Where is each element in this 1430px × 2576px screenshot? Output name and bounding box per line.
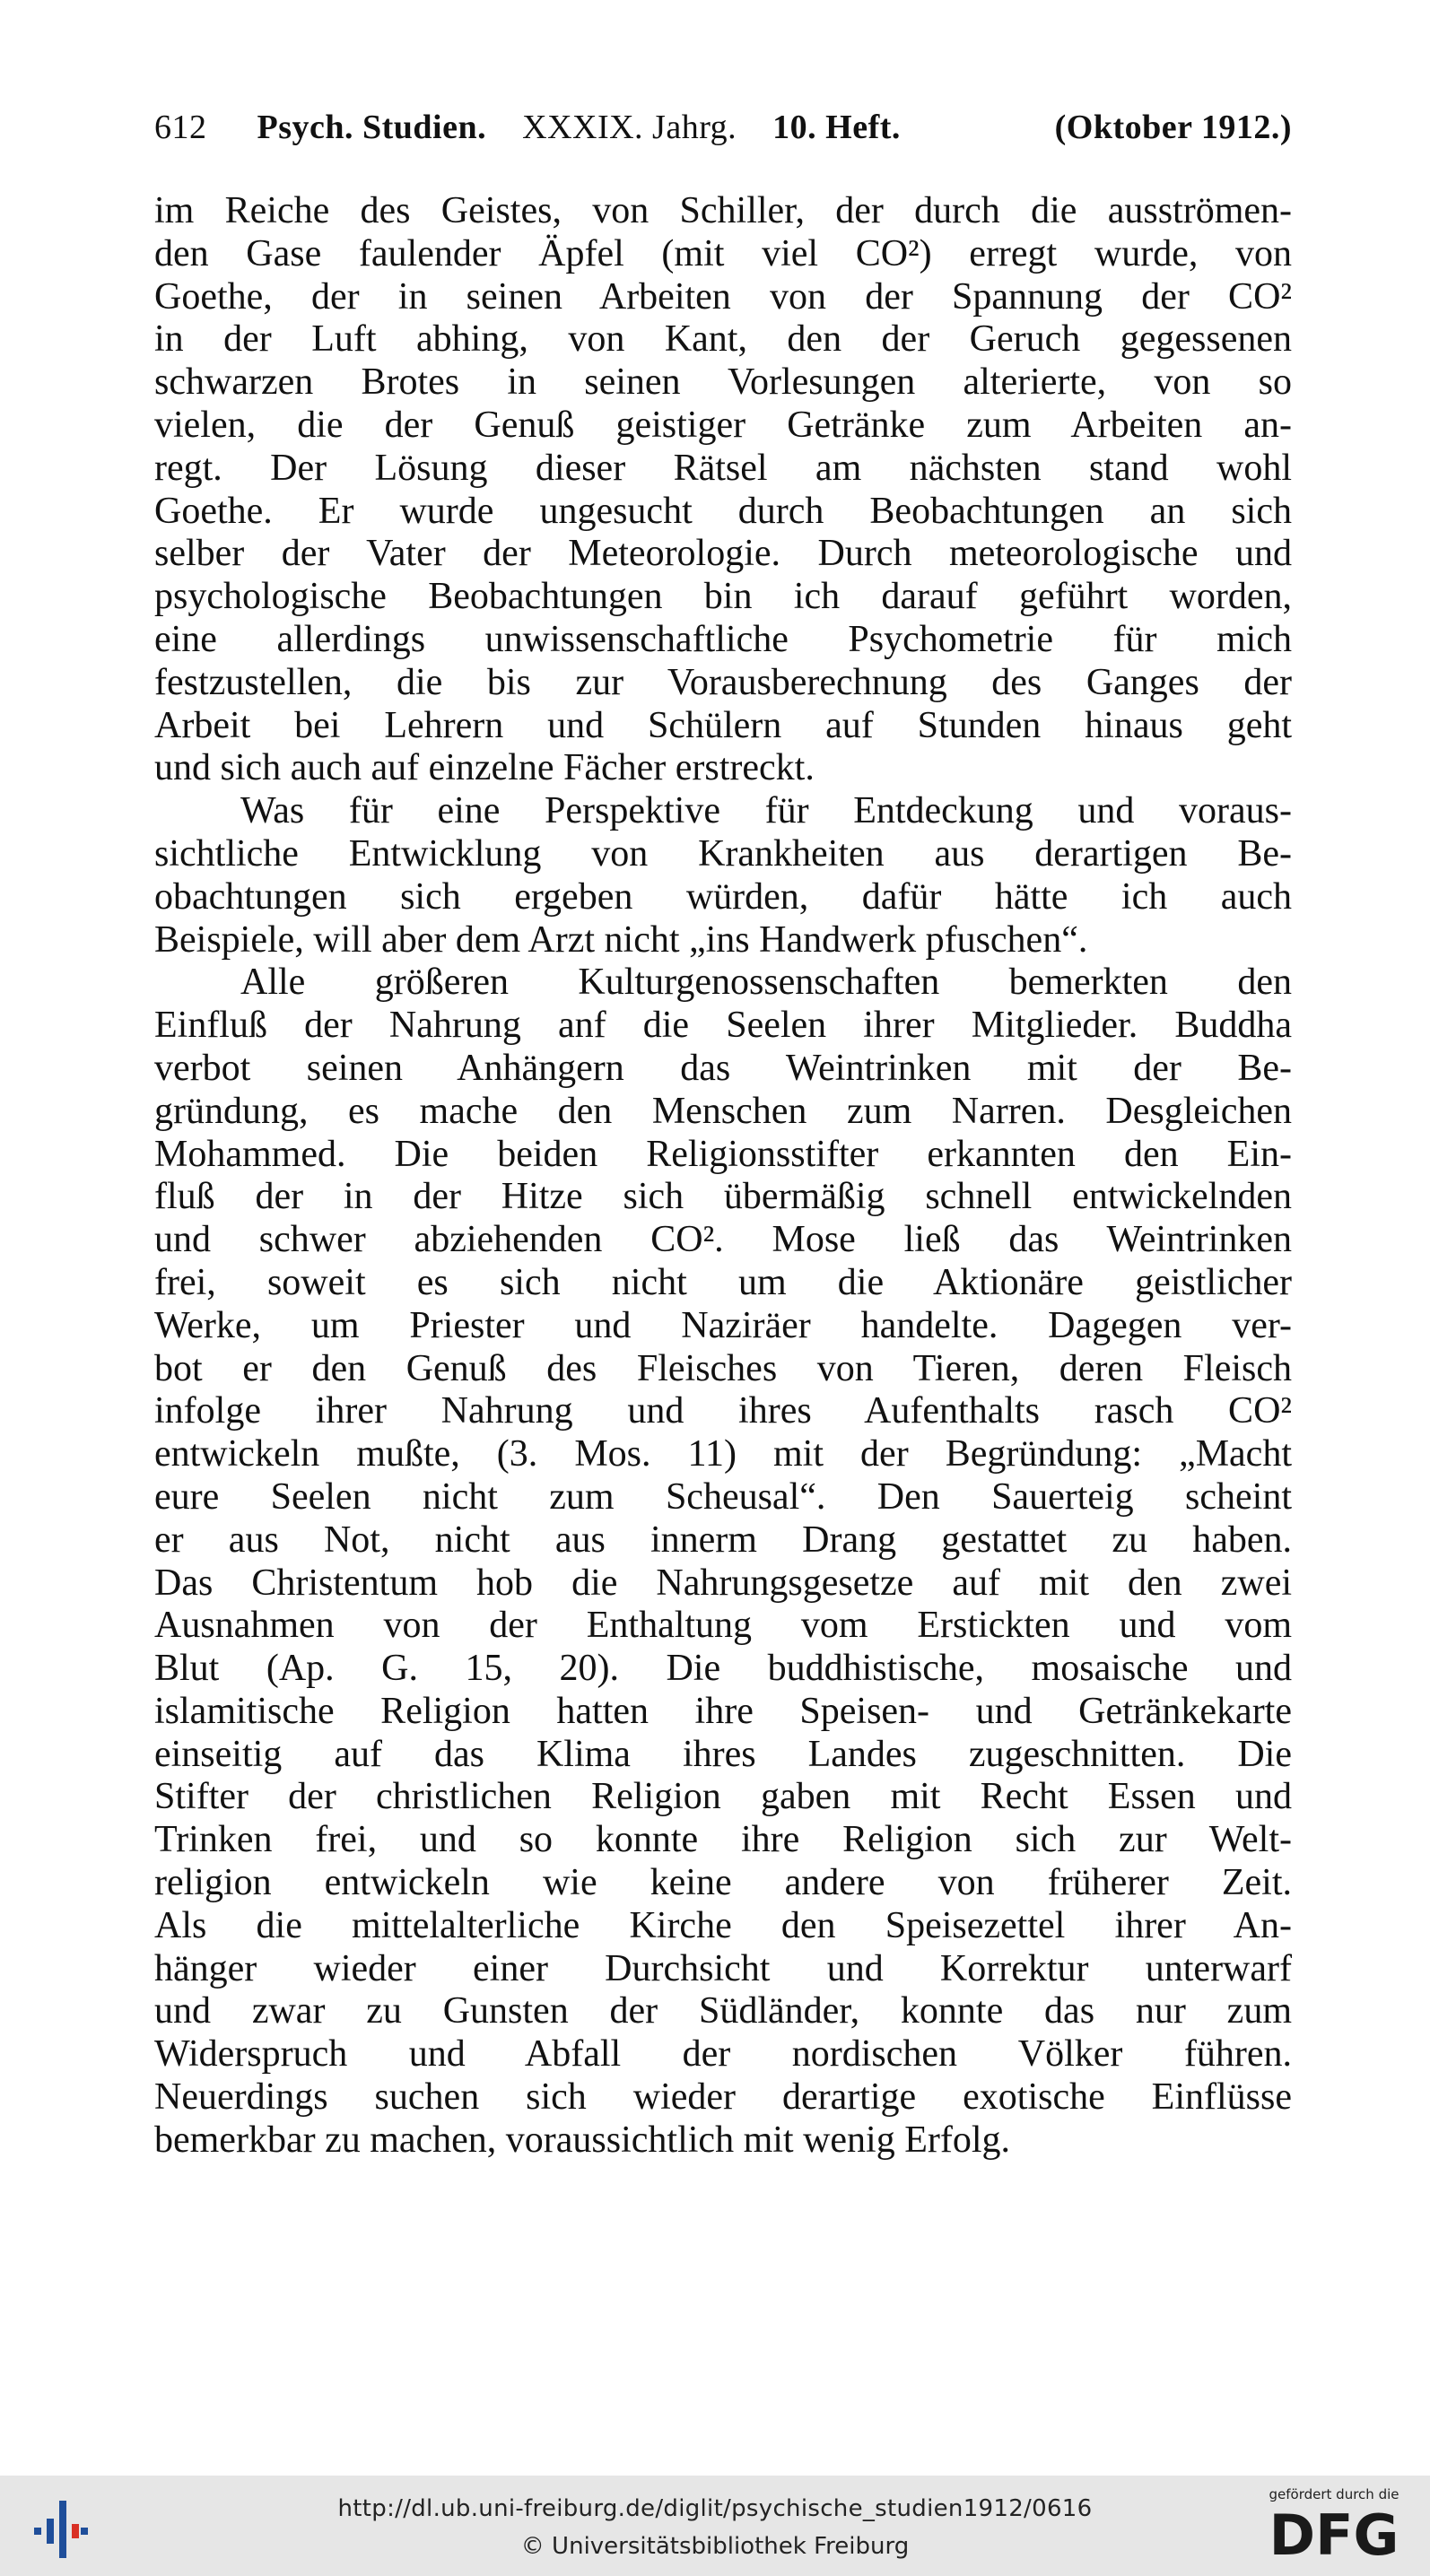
text-line: bot er den Genuß des Fleisches von Tieren, deren Fleisch [154,1347,1292,1389]
text-line: Einfluß der Nahrung anf die Seelen ihrer Mitglieder. Buddha [154,1005,1292,1047]
body-text [154,190,1292,2163]
text-line: gründung, es mache den Menschen zum Narren. Desgleichen [154,1090,1292,1132]
text-line: infolge ihrer Nahrung und ihres Aufenthalts rasch CO² [154,1390,1292,1432]
permalink-url[interactable]: http://dl.ub.uni-freiburg.de/diglit/psychische_studien1912/0616 [337,2495,1093,2522]
text-line: eine allerdings unwissenschaftliche Psychometrie für mich [154,618,1292,660]
funding-caption: gefördert durch die [1269,2486,1399,2502]
text-line: entwickeln mußte, (3. Mos. 11) mit der Begründung: „Macht [154,1433,1292,1475]
issue-date: (Oktober 1912.) [1054,109,1292,146]
text-line: sichtliche Entwicklung von Krankheiten aus derartigen Be- [154,832,1292,875]
text-line: und sich auch auf einzelne Fächer erstreckt. [154,747,815,789]
text-line: Mohammed. Die beiden Religionsstifter erkannten den Ein- [154,1133,1292,1175]
text-line: Neuerdings suchen sich wieder derartige exotische Einflüsse [154,2076,1292,2119]
text-line: Blut (Ap. G. 15, 20). Die buddhistische, mosaische und [154,1648,1292,1690]
text-line: hänger wieder einer Durchsicht und Korrektur unterwarf [154,1947,1292,1989]
text-line: Das Christentum hob die Nahrungsgesetze auf mit den zwei [154,1562,1292,1604]
running-head-left [154,108,901,147]
text-line: Goethe. Er wurde ungesucht durch Beobachtungen an sich [154,490,1292,532]
text-line: religion entwickeln wie keine andere von früherer Zeit. [154,1862,1292,1904]
viewer-footer [0,2476,1430,2576]
text-line: regt. Der Lösung dieser Rätsel am nächsten stand wohl [154,447,1292,489]
text-line: Goethe, der in seinen Arbeiten von der Spannung der CO² [154,275,1292,318]
text-line: Beispiele, will aber dem Arzt nicht „ins Handwerk pfuschen“. [154,918,1088,961]
text-line: Ausnahmen von der Enthaltung vom Erstickten und vom [154,1605,1292,1647]
text-line: fluß der in der Hitze sich übermäßig schnell entwickelnden [154,1176,1292,1218]
text-line: Alle größeren Kulturgenossenschaften bemerkten den [240,962,1292,1004]
text-line: Widerspruch und Abfall der nordischen Völker führen. [154,2033,1292,2076]
text-line: Trinken frei, und so konnte ihre Religion sich zur Welt- [154,1819,1292,1861]
text-line: und zwar zu Gunsten der Südländer, konnte das nur zum [154,1990,1292,2032]
text-line: Werke, um Priester und Naziräer handelte. Dagegen ver- [154,1304,1292,1346]
text-line: Als die mittelalterliche Kirche den Speisezettel ihrer An- [154,1904,1292,1946]
text-line: festzustellen, die bis zur Vorausberechnung des Ganges der [154,661,1292,703]
text-line: selber der Vater der Meteorologie. Durch meteorologische und [154,533,1292,575]
dfg-logo-icon [1258,2502,1410,2563]
text-line: vielen, die der Genuß geistiger Getränke zum Arbeiten an- [154,404,1292,446]
text-line: er aus Not, nicht aus innerm Drang gestattet zu haben. [154,1519,1292,1561]
text-line: Arbeit bei Lehrern und Schülern auf Stunden hinaus geht [154,704,1292,746]
text-line: einseitig auf das Klima ihres Landes zugeschnitten. Die [154,1733,1292,1775]
dfg-logo-text: DFG [1269,2502,1399,2563]
text-line: psychologische Beobachtungen bin ich darauf geführt worden, [154,576,1292,618]
text-line: schwarzen Brotes in seinen Vorlesungen alterierte, von so [154,361,1292,404]
text-line: verbot seinen Anhängern das Weintrinken mit der Be- [154,1047,1292,1089]
text-line: frei, soweit es sich nicht um die Aktionäre geistlicher [154,1261,1292,1303]
running-head [154,108,1292,161]
text-line: den Gase faulender Äpfel (mit viel CO²) erregt wurde, von [154,232,1292,274]
journal-title: Psych. Studien. [257,109,487,146]
text-line: bemerkbar zu machen, voraussichtlich mit wenig Erfolg. [154,2119,1011,2161]
issue-label: 10. Heft. [772,109,901,146]
page-number: 612 [154,109,207,146]
text-line: Was für eine Perspektive für Entdeckung und voraus- [240,790,1292,832]
copyright-notice: © Universitätsbibliothek Freiburg [520,2533,910,2560]
text-line: in der Luft abhing, von Kant, den der Geruch gegessenen [154,318,1292,361]
text-line: eure Seelen nicht zum Scheusal“. Den Sauerteig scheint [154,1475,1292,1518]
text-line: Stifter der christlichen Religion gaben mit Recht Essen und [154,1776,1292,1818]
volume-label: XXXIX. Jahrg. [522,109,737,146]
text-line: obachtungen sich ergeben würden, dafür hätte ich auch [154,875,1292,918]
text-line: im Reiche des Geistes, von Schiller, der durch die ausströmen- [154,190,1292,231]
text-line: islamitische Religion hatten ihre Speisen- und Getränkekarte [154,1690,1292,1732]
text-line: und schwer abziehenden CO². Mose ließ das Weintrinken [154,1219,1292,1261]
